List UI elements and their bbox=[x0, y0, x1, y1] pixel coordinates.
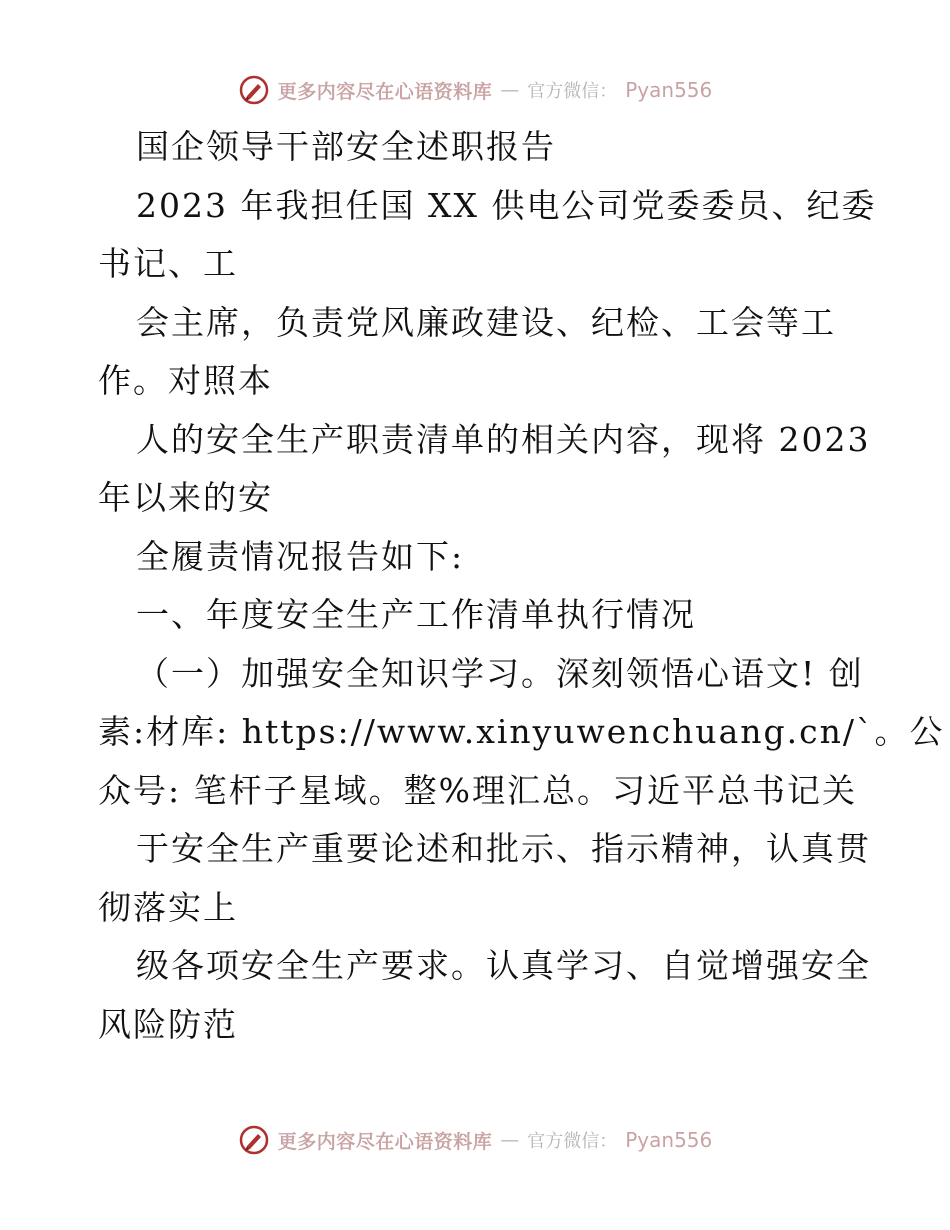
paragraph-line: 书记、工 bbox=[98, 244, 238, 283]
paragraph-line: 彻落实上 bbox=[98, 887, 238, 927]
watermark-official-text: 官方微信： bbox=[527, 1131, 618, 1152]
watermark-site-text: 更多内容尽在心语资料库 bbox=[277, 1130, 493, 1153]
paragraph-line: 风险防范 bbox=[98, 1004, 238, 1044]
paragraph-line: 会主席，负责党风廉政建设、纪检、工会等工 bbox=[136, 302, 836, 342]
paragraph-line: 众号: 笔杆子星域。整%理汇总。习近平总书记关 bbox=[98, 770, 857, 810]
footer-watermark bbox=[0, 1120, 950, 1160]
paragraph-line: 作。对照本 bbox=[98, 361, 273, 400]
watermark-dash: — bbox=[500, 79, 520, 101]
pen-logo-icon bbox=[238, 1124, 270, 1156]
section-heading: 一、年度安全生产工作清单执行情况 bbox=[136, 595, 696, 634]
header-watermark bbox=[0, 70, 950, 110]
document-body bbox=[98, 118, 945, 1054]
watermark-wechat-id: Pyan556 bbox=[625, 78, 713, 102]
paragraph-line: 素:材库: https://www.xinyuwenchuang.cn/`。公 bbox=[98, 712, 945, 751]
paragraph-line: （一）加强安全知识学习。深刻领悟心语文! 创 bbox=[136, 653, 864, 693]
paragraph-line: 于安全生产重要论述和批示、指示精神，认真贯 bbox=[136, 829, 871, 868]
pen-logo-icon bbox=[238, 74, 270, 106]
paragraph-line: 人的安全生产职责清单的相关内容，现将 2023 bbox=[136, 419, 871, 459]
watermark-wechat-id: Pyan556 bbox=[625, 1128, 713, 1152]
paragraph-line: 全履责情况报告如下: bbox=[136, 536, 465, 576]
paragraph-line: 2023 年我担任国 XX 供电公司党委委员、纪委 bbox=[136, 185, 877, 225]
watermark-official-text: 官方微信： bbox=[527, 81, 618, 102]
document-title: 国企领导干部安全述职报告 bbox=[136, 127, 556, 166]
paragraph-line: 年以来的安 bbox=[98, 478, 273, 517]
watermark-site-text: 更多内容尽在心语资料库 bbox=[277, 80, 493, 103]
watermark-dash: — bbox=[500, 1129, 520, 1151]
paragraph-line: 级各项安全生产要求。认真学习、自觉增强安全 bbox=[136, 946, 871, 985]
